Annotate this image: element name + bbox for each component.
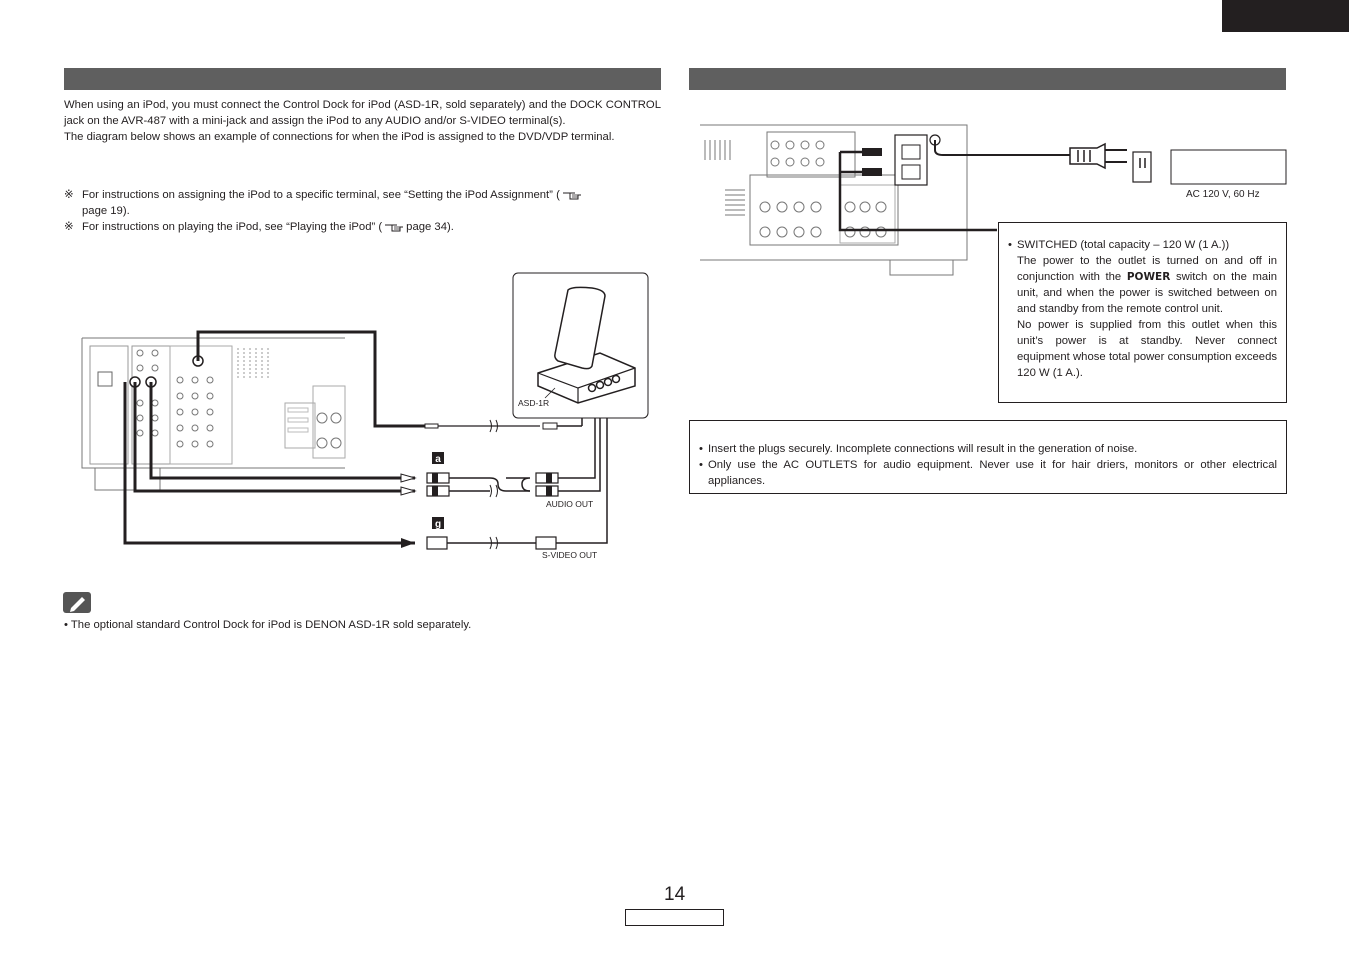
intro-text [64, 97, 661, 145]
switched-paragraph-2: No power is supplied from this outlet when this unit’s power is at standby. Never connect equipment whose total power consumption exceeds 120 W (1 A.). [1017, 319, 1277, 379]
marker-g-label: g [434, 519, 442, 530]
notes-list [64, 187, 661, 235]
dock-label: ASD-1R [518, 398, 550, 408]
note-text: For instructions on assigning the iPod to a specific terminal, see “Setting the iPod Assignment” ( page 19). [82, 187, 584, 219]
note-mark: ※ [64, 189, 74, 201]
switched-title: SWITCHED (total capacity – 120 W (1 A.)) [1017, 239, 1230, 251]
audio-out-label: AUDIO OUT [546, 499, 594, 509]
caution-item: • Insert the plugs securely. Incomplete connections will result in the generation of noise. [699, 443, 1138, 455]
left-section-header [64, 68, 661, 90]
caution-box [689, 420, 1287, 494]
outlet-plugs [840, 148, 882, 176]
pencil-icon [63, 592, 91, 613]
page-number-box [625, 909, 724, 926]
switched-info-box [998, 222, 1287, 403]
right-section-header [689, 68, 1286, 90]
note-item [64, 187, 661, 219]
wall-outlet-box [1171, 150, 1286, 184]
ac-label: AC 120 V, 60 Hz [1186, 189, 1260, 200]
intro-paragraph-1: When using an iPod, you must connect the Control Dock for iPod (ASD-1R, sold separately) and the DOCK CONTROL jack on the AVR-487 with a mini-jack and assign the iPod to any AUDIO and/or S-VIDEO terminal(s). [64, 99, 661, 127]
caution-item: • Only use the AC OUTLETS for audio equipment. Never use it for hair driers, monitors or other electrical appliances. [699, 459, 1277, 487]
switched-paragraph-1: The power to the outlet is turned on and off in conjunction with the POWER switch on the main unit, and when the power is switched between on and standby from the remote control unit. [1017, 255, 1277, 315]
pointing-hand-icon [562, 190, 582, 200]
receiver-connectors [130, 356, 203, 387]
svideo-out-label: S-VIDEO OUT [542, 550, 598, 560]
pointing-hand-icon [384, 222, 404, 232]
language-tab [1222, 0, 1349, 32]
ipod-connection-diagram [60, 268, 660, 568]
marker-a-label: a [435, 454, 441, 465]
ipod-dock-box [513, 273, 648, 418]
note-item [64, 219, 661, 235]
note-mark: ※ [64, 221, 74, 233]
ac-outlets [895, 135, 940, 185]
note-text: For instructions on playing the iPod, see “Playing the iPod” ( page 34). [82, 221, 454, 233]
intro-paragraph-2: The diagram below shows an example of connections for when the iPod is assigned to the DVD/VDP terminal. [64, 131, 615, 143]
power-label: POWER [1126, 271, 1171, 283]
page-number: 14 [664, 884, 686, 905]
receiver-rear-panel [82, 338, 345, 490]
footnote: • The optional standard Control Dock for iPod is DENON ASD-1R sold separately. [64, 619, 472, 631]
switched-info: • SWITCHED (total capacity – 120 W (1 A.)) The power to the outlet is turned on and off in conjunction with the POWER switch on the main unit, and when the power is switched between on and standby from the remote control unit. No power is supplied from this outlet when this unit’s power is at standby. Never connect equipment whose total power consumption exceeds 120 W (1 A.). [1008, 239, 1277, 379]
